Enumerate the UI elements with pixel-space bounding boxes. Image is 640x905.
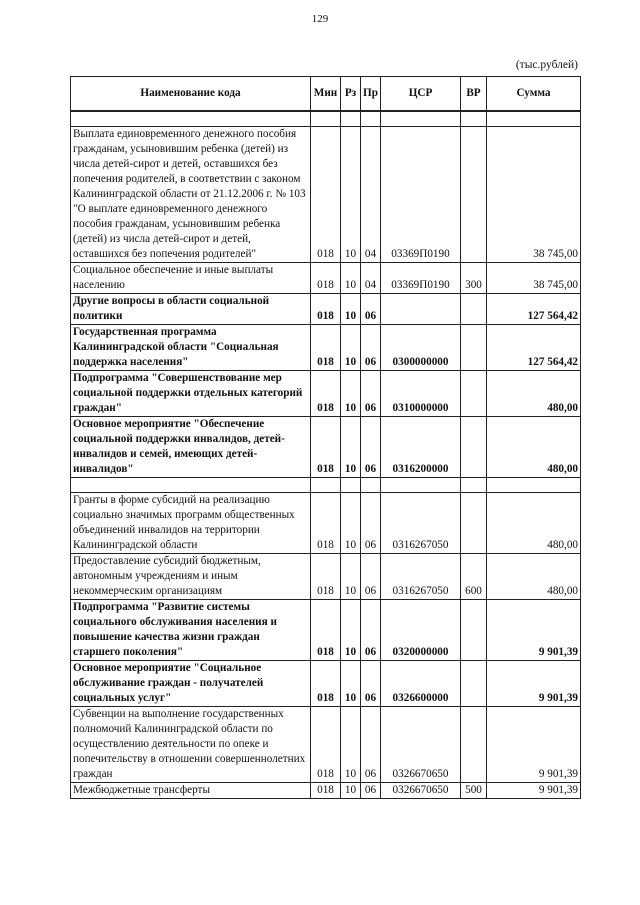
row-csr: 0326670650: [381, 783, 461, 799]
table-row: [71, 493, 581, 554]
row-min: 018: [311, 707, 341, 783]
row-sum: 480,00: [487, 554, 581, 600]
row-rz: 10: [341, 325, 361, 371]
row-min: 018: [311, 417, 341, 478]
header-name: Наименование кода: [71, 77, 311, 112]
row-csr: 0320000000: [381, 600, 461, 661]
header-sum: Сумма: [487, 77, 581, 112]
table-header-row: [71, 77, 581, 112]
row-vr: [461, 294, 487, 325]
row-sum: 480,00: [487, 417, 581, 478]
row-name: Выплата единовременного денежного пособия гражданам, усыновившим ребенка (детей) из числа детей-сирот и детей, оставшихся без попечения родителей, в соответствии с законом Калининградской области от 21.12.2006 г. № 103 "О выплате единовременного денежного пособия гражданам, усыновившим ребенка (детей) из числа детей-сирот и детей, оставшихся без попечения родителей": [71, 127, 311, 263]
row-min: 018: [311, 600, 341, 661]
row-rz: 10: [341, 371, 361, 417]
row-sum: 480,00: [487, 493, 581, 554]
row-rz: 10: [341, 294, 361, 325]
header-csr: ЦСР: [381, 77, 461, 112]
row-csr: 0316267050: [381, 554, 461, 600]
row-rz: 10: [341, 661, 361, 707]
row-csr: 0316200000: [381, 417, 461, 478]
table-row: [71, 554, 581, 600]
row-vr: 600: [461, 554, 487, 600]
table-row: [71, 600, 581, 661]
row-name: Подпрограмма "Развитие системы социального обслуживания населения и повышение качества жизни граждан старшего поколения": [71, 600, 311, 661]
budget-table: [70, 76, 581, 799]
row-pr: 06: [361, 493, 381, 554]
row-vr: [461, 127, 487, 263]
table-row: [71, 127, 581, 263]
header-min: Мин: [311, 77, 341, 112]
row-min: 018: [311, 783, 341, 799]
row-name: Другие вопросы в области социальной политики: [71, 294, 311, 325]
row-csr: 03369П0190: [381, 127, 461, 263]
row-sum: 9 901,39: [487, 707, 581, 783]
row-csr: 0326670650: [381, 707, 461, 783]
row-vr: [461, 661, 487, 707]
row-vr: [461, 493, 487, 554]
row-rz: 10: [341, 707, 361, 783]
table-row: [71, 417, 581, 478]
row-rz: 10: [341, 783, 361, 799]
row-name: Предоставление субсидий бюджетным, автономным учреждениям и иным некоммерческим организациям: [71, 554, 311, 600]
row-name: Социальное обеспечение и иные выплаты населению: [71, 263, 311, 294]
row-vr: [461, 707, 487, 783]
row-name: Субвенции на выполнение государственных полномочий Калининградской области по осуществлению деятельности по опеке и попечительству в отношении совершеннолетних граждан: [71, 707, 311, 783]
row-pr: 06: [361, 600, 381, 661]
row-pr: 06: [361, 707, 381, 783]
row-min: 018: [311, 325, 341, 371]
table-row: [71, 661, 581, 707]
row-vr: [461, 325, 487, 371]
row-pr: 06: [361, 417, 381, 478]
row-pr: 04: [361, 127, 381, 263]
row-pr: 04: [361, 263, 381, 294]
row-rz: 10: [341, 493, 361, 554]
row-vr: [461, 371, 487, 417]
row-pr: 06: [361, 661, 381, 707]
row-name: Основное мероприятие "Социальное обслуживание граждан - получателей социальных услуг": [71, 661, 311, 707]
row-sum: 9 901,39: [487, 600, 581, 661]
units-label: (тыс.рублей): [515, 59, 578, 71]
row-vr: 300: [461, 263, 487, 294]
table-row: [71, 707, 581, 783]
row-pr: 06: [361, 783, 381, 799]
row-pr: 06: [361, 294, 381, 325]
row-pr: 06: [361, 325, 381, 371]
row-min: 018: [311, 554, 341, 600]
spacer-row: [71, 111, 581, 127]
header-pr: Пр: [361, 77, 381, 112]
row-sum: 9 901,39: [487, 783, 581, 799]
row-csr: 0326600000: [381, 661, 461, 707]
row-vr: [461, 600, 487, 661]
row-rz: 10: [341, 417, 361, 478]
row-csr: 03369П0190: [381, 263, 461, 294]
row-sum: 480,00: [487, 371, 581, 417]
row-csr: 0310000000: [381, 371, 461, 417]
table-row: [71, 783, 581, 799]
row-rz: 10: [341, 600, 361, 661]
row-min: 018: [311, 127, 341, 263]
table-row: [71, 325, 581, 371]
row-pr: 06: [361, 371, 381, 417]
row-sum: 38 745,00: [487, 127, 581, 263]
row-rz: 10: [341, 554, 361, 600]
header-rz: Рз: [341, 77, 361, 112]
row-min: 018: [311, 661, 341, 707]
row-vr: 500: [461, 783, 487, 799]
row-sum: 127 564,42: [487, 294, 581, 325]
row-sum: 9 901,39: [487, 661, 581, 707]
row-rz: 10: [341, 263, 361, 294]
row-rz: 10: [341, 127, 361, 263]
spacer-row: [71, 478, 581, 493]
row-csr: [381, 294, 461, 325]
row-min: 018: [311, 371, 341, 417]
row-vr: [461, 417, 487, 478]
row-sum: 38 745,00: [487, 263, 581, 294]
page-number: 129: [311, 13, 329, 25]
row-csr: 0300000000: [381, 325, 461, 371]
row-name: Межбюджетные трансферты: [71, 783, 311, 799]
row-min: 018: [311, 263, 341, 294]
row-sum: 127 564,42: [487, 325, 581, 371]
row-min: 018: [311, 493, 341, 554]
row-pr: 06: [361, 554, 381, 600]
table-row: [71, 263, 581, 294]
row-csr: 0316267050: [381, 493, 461, 554]
row-name: Основное мероприятие "Обеспечение социальной поддержки инвалидов, детей-инвалидов и семей, имеющих детей-инвалидов": [71, 417, 311, 478]
table-row: [71, 294, 581, 325]
header-vr: ВР: [461, 77, 487, 112]
row-name: Государственная программа Калининградской области "Социальная поддержка населения": [71, 325, 311, 371]
row-name: Гранты в форме субсидий на реализацию социально значимых программ общественных объединений инвалидов на территории Калининградской области: [71, 493, 311, 554]
row-min: 018: [311, 294, 341, 325]
table-row: [71, 371, 581, 417]
row-name: Подпрограмма "Совершенствование мер социальной поддержки отдельных категорий граждан": [71, 371, 311, 417]
